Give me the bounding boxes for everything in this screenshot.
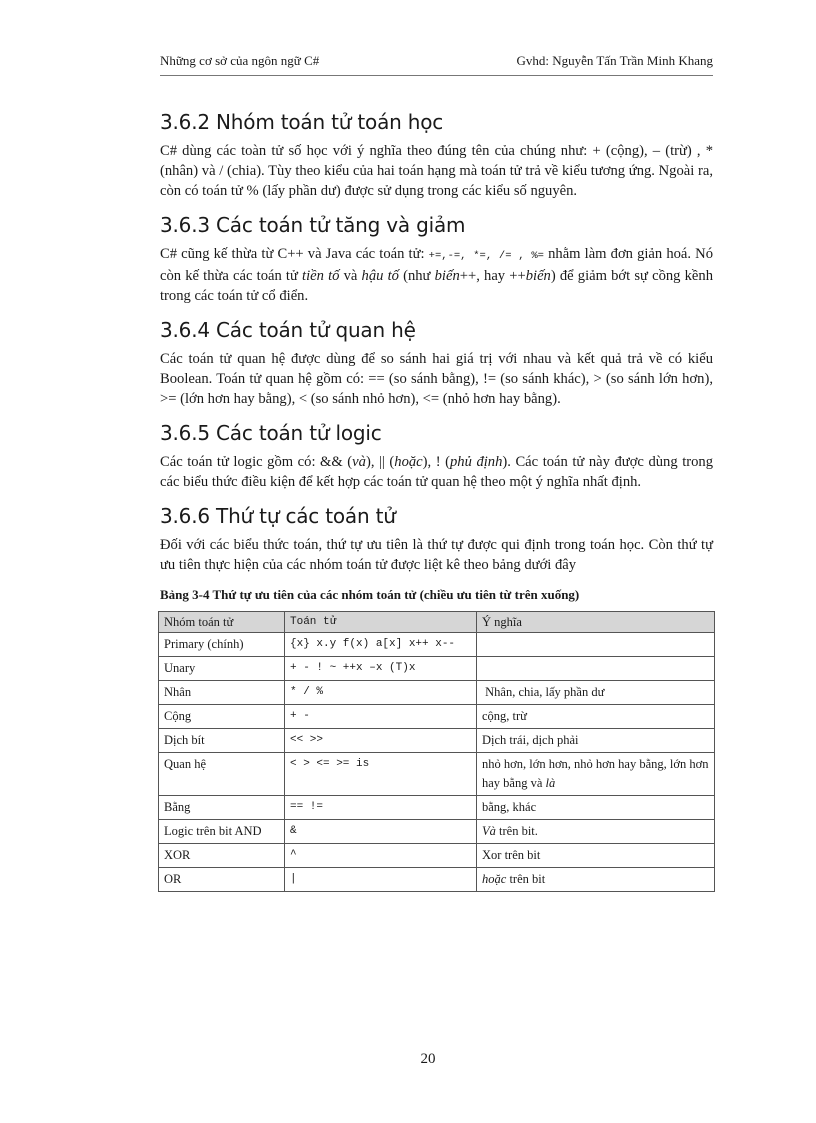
table-row — [159, 796, 715, 820]
cell-meaning: Và trên bit. — [477, 820, 715, 844]
cell-operators: & — [285, 820, 477, 844]
header-group: Nhóm toán tử — [159, 612, 285, 633]
cell-operators: * / % — [285, 681, 477, 705]
heading-3-6-6: 3.6.6 Thứ tự các toán tử — [160, 504, 396, 528]
heading-3-6-5: 3.6.5 Các toán tử logic — [160, 421, 382, 445]
cell-operators: + - ! ~ ++x –x (T)x — [285, 657, 477, 681]
table-row — [159, 729, 715, 753]
header-left: Những cơ sở của ngôn ngữ C# — [160, 53, 320, 68]
cell-group: Quan hệ — [159, 753, 285, 796]
page-content — [160, 110, 713, 892]
heading-3-6-4: 3.6.4 Các toán tử quan hệ — [160, 318, 416, 342]
header-operator: Toán tử — [285, 612, 477, 633]
page-number: 20 — [420, 1051, 436, 1067]
cell-operators: ^ — [285, 844, 477, 868]
cell-meaning: nhỏ hơn, lớn hơn, nhỏ hơn hay bằng, lớn hơn hay bằng và là — [477, 753, 715, 796]
cell-group: Nhân — [159, 681, 285, 705]
cell-group: XOR — [159, 844, 285, 868]
cell-meaning: Xor trên bit — [477, 844, 715, 868]
cell-group: Logic trên bit AND — [159, 820, 285, 844]
table-row — [159, 681, 715, 705]
cell-group: OR — [159, 868, 285, 892]
table-row — [159, 705, 715, 729]
cell-operators: + - — [285, 705, 477, 729]
paragraph-3-6-4: Các toán tử quan hệ được dùng để so sánh hai giá trị với nhau và kết quả trả về có kiểu Boolean. Toán tử quan hệ gồm có: == (so sánh bằng), != (so sánh khác), > (so sánh lớn hơn), >= (lớn hơn hay bằng), < (so sánh nhỏ hơn), <= (nhỏ hơn hay bằng). — [160, 351, 713, 407]
heading-3-6-3: 3.6.3 Các toán tử tăng và giảm — [160, 213, 466, 237]
cell-meaning: hoặc trên bit — [477, 868, 715, 892]
cell-operators: {x} x.y f(x) a[x] x++ x-- — [285, 633, 477, 657]
paragraph-3-6-2: C# dùng các toàn tử số học với ý nghĩa theo đúng tên của chúng như: + (cộng), – (trừ) , * (nhân) và / (chia). Tùy theo kiểu của hai toán hạng mà toán tử trả về kiểu tương ứng. Ngoài ra, còn có toán tử % (lấy phần dư) được sử dụng trong các kiểu số nguyên. — [160, 143, 713, 199]
table-row — [159, 820, 715, 844]
operator-precedence-table — [158, 611, 715, 892]
heading-3-6-2: 3.6.2 Nhóm toán tử toán học — [160, 110, 444, 134]
table-caption: Bảng 3-4 Thứ tự ưu tiên của các nhóm toán tử (chiều ưu tiên từ trên xuống) — [160, 587, 580, 602]
cell-meaning: cộng, trừ — [477, 705, 715, 729]
cell-meaning: Nhân, chia, lấy phần dư — [477, 681, 715, 705]
inline-operators: +=,-=, *=, /= , %= — [428, 250, 544, 262]
cell-meaning: bằng, khác — [477, 796, 715, 820]
table-row — [159, 844, 715, 868]
cell-operators: == != — [285, 796, 477, 820]
cell-group: Bằng — [159, 796, 285, 820]
cell-operators: < > <= >= is — [285, 753, 477, 796]
cell-group: Primary (chính) — [159, 633, 285, 657]
table-row — [159, 868, 715, 892]
table-row — [159, 633, 715, 657]
cell-group: Dịch bít — [159, 729, 285, 753]
paragraph-3-6-3: C# cũng kế thừa từ C++ và Java các toán tử: +=,-=, *=, /= , %= nhằm làm đơn giản hoá. Nó còn kế thừa các toán tử tiền tố và hậu tố (như biến++, hay ++biến) để giảm bớt sự cồng kềnh trong các toán tử cổ điển. — [160, 246, 713, 304]
cell-meaning — [477, 657, 715, 681]
header-meaning: Ý nghĩa — [477, 612, 715, 633]
paragraph-3-6-5: Các toán tử logic gồm có: && (và), || (hoặc), ! (phủ định). Các toán tử này được dùng trong các biểu thức điều kiện để kết hợp các toán tử quan hệ theo một ý nghĩa nhất định. — [160, 454, 714, 490]
header-rule — [160, 75, 713, 76]
table-header-row — [159, 612, 715, 633]
cell-operators: << >> — [285, 729, 477, 753]
table-row — [159, 753, 715, 796]
header-right: Gvhd: Nguyễn Tấn Trần Minh Khang — [516, 53, 713, 68]
cell-operators: | — [285, 868, 477, 892]
paragraph-3-6-6: Đối với các biểu thức toán, thứ tự ưu tiên là thứ tự được qui định trong toán học. Còn thứ tự ưu tiên thực hiện của các nhóm toán tử được liệt kê theo bảng dưới đây — [160, 537, 713, 573]
cell-group: Unary — [159, 657, 285, 681]
page-header — [160, 53, 713, 69]
table-row — [159, 657, 715, 681]
cell-group: Cộng — [159, 705, 285, 729]
cell-meaning — [477, 633, 715, 657]
cell-meaning: Dịch trái, dịch phải — [477, 729, 715, 753]
